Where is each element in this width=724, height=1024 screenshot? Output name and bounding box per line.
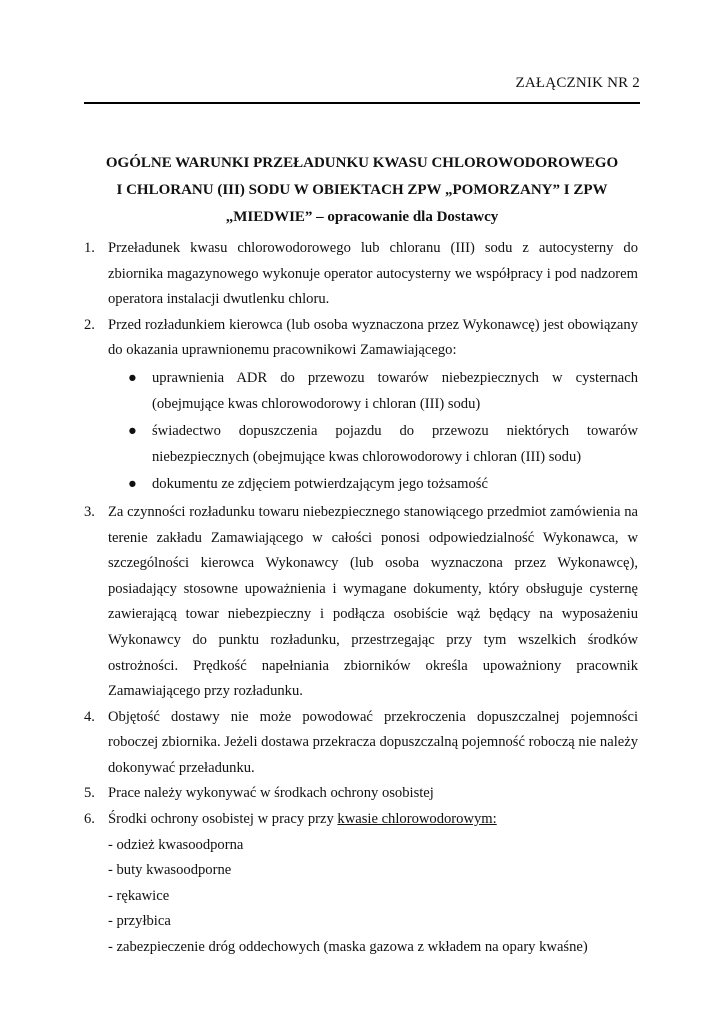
- item-text-underlined: kwasie chlorowodorowym:: [337, 811, 497, 828]
- dash-item: - rękawice: [108, 887, 170, 904]
- bullet-item: [108, 472, 638, 498]
- dash-item: - odzież kwasoodporna: [108, 836, 244, 853]
- bullet-text: uprawnienia ADR do przewozu towarów niebezpiecznych w cysternach (obejmujące kwas chlorowodorowy i chloran (III) sodu): [152, 369, 638, 412]
- item-text-prefix: Środki ochrony osobistej w pracy przy: [108, 811, 338, 828]
- bullet-text: dokumentu ze zdjęciem potwierdzającym jego tożsamość: [152, 476, 488, 493]
- item-text: Przeładunek kwasu chlorowodorowego lub chloranu (III) sodu z autocysterny do zbiornika magazynowego wykonuje operator autocysterny we współpracy i pod nadzorem operatora instalacji dwutlenku chloru.: [108, 240, 638, 308]
- list-item-5: [84, 781, 638, 807]
- title-line-1: OGÓLNE WARUNKI PRZEŁADUNKU KWASU CHLOROWODOROWEGO: [105, 155, 619, 171]
- item-number: 4.: [84, 708, 95, 725]
- item-text: Objętość dostawy nie może powodować przekroczenia dopuszczalnej pojemności roboczej zbiornika. Jeżeli dostawa przekracza dopuszczalną pojemność roboczą nie należy dokonywać przeładunku.: [108, 708, 638, 776]
- item-text: Prace należy wykonywać w środkach ochrony osobistej: [108, 785, 434, 802]
- header-divider: [84, 102, 640, 104]
- document-title: [84, 150, 640, 231]
- list-item-6: [84, 807, 638, 833]
- bullet-icon: ●: [128, 476, 137, 493]
- item-text: Za czynności rozładunku towaru niebezpiecznego stanowiącego przedmiot zamówienia na terenie zakładu Zamawiającego w całości ponosi odpowiedzialność Wykonawca, w szczególności kierowca Wykonawcy (lub osoba wyznaczona przez Wykonawcę), posiadający stosowne upoważnienia i wymagane dokumenty, który obsługuje cysternę zawierającą towar niebezpieczny i podłącza osobiście wąż będący na wyposażeniu Wykonawcy do punktu rozładunku, przestrzegając przy tym wszelkich środków ostrożności. Prędkość napełniania zbiorników określa upoważniony pracownik Zamawiającego przy rozładunku.: [108, 503, 638, 700]
- item-number: 1.: [84, 240, 95, 256]
- dash-item: - buty kwasoodporne: [108, 862, 232, 879]
- dash-item: - zabezpieczenie dróg oddechowych (maska gazowa z wkładem na opary kwaśne): [108, 939, 588, 956]
- item-number: 5.: [84, 785, 95, 802]
- bullet-icon: ●: [128, 369, 137, 386]
- bullet-item: [108, 366, 638, 417]
- item-number: 6.: [84, 811, 95, 828]
- bullet-item: [108, 419, 638, 470]
- list-item-1: [84, 236, 638, 313]
- list-item-3: [84, 500, 638, 705]
- bullet-text: świadectwo dopuszczenia pojazdu do przewozu niektórych towarów niebezpiecznych (obejmujące kwas chlorowodorowy i chloran (III) sodu): [152, 423, 638, 465]
- document-body: [84, 236, 638, 961]
- attachment-label: ZAŁĄCZNIK NR 2: [515, 75, 640, 91]
- list-item-4: [84, 705, 638, 782]
- item-number: 2.: [84, 316, 95, 333]
- item-text: Przed rozładunkiem kierowca (lub osoba wyznaczona przez Wykonawcę) jest obowiązany do okazania uprawnionemu pracownikowi Zamawiającego:: [108, 316, 638, 359]
- item-number: 3.: [84, 503, 95, 520]
- bullet-list: [108, 366, 638, 498]
- dash-item: - przyłbica: [108, 913, 171, 930]
- dash-list: [84, 833, 638, 961]
- numbered-list: [84, 236, 638, 833]
- title-line-3: „MIEDWIE” – opracowanie dla Dostawcy: [225, 209, 499, 225]
- title-line-2: I CHLORANU (III) SODU W OBIEKTACH ZPW „POMORZANY” I ZPW: [116, 182, 608, 198]
- list-item-2: [84, 313, 638, 498]
- bullet-icon: ●: [128, 423, 137, 440]
